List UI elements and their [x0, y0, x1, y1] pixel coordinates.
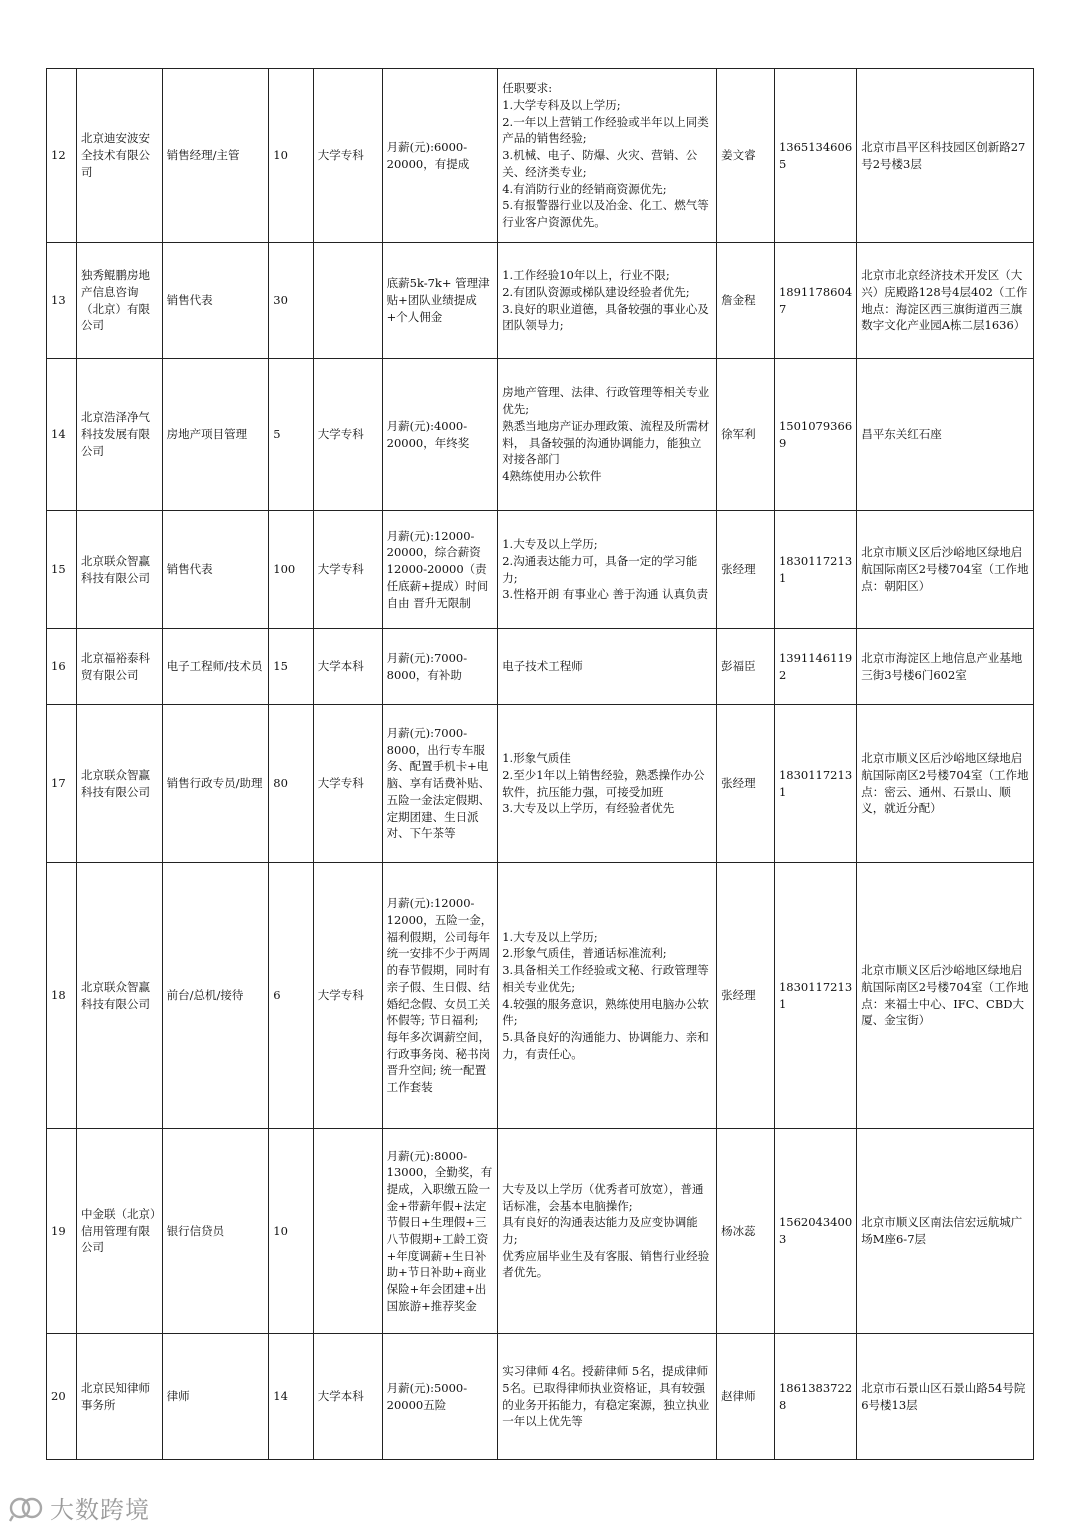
headcount: 10 — [269, 1129, 313, 1334]
education-requirement — [313, 243, 382, 359]
job-requirements — [498, 1129, 717, 1334]
company-name: 北京迪安波安全技术有限公司 — [77, 69, 163, 243]
requirement-line: 4.较强的服务意识，熟练使用电脑办公软件; — [502, 996, 709, 1028]
job-requirements — [498, 511, 717, 629]
job-requirements — [498, 1334, 717, 1460]
position-title: 银行信贷员 — [162, 1129, 269, 1334]
company-name: 北京浩泽净气科技发展有限公司 — [77, 359, 163, 511]
company-name: 中金联（北京）信用管理有限公司 — [77, 1129, 163, 1334]
headcount: 6 — [269, 863, 313, 1129]
position-title: 律师 — [162, 1334, 269, 1460]
job-requirements — [498, 243, 717, 359]
requirement-line: 4.有消防行业的经销商资源优先; — [502, 181, 667, 196]
salary: 月薪(元):12000-20000，综合薪资12000-20000（责任底薪+提成）时间自由 晋升无限制 — [382, 511, 498, 629]
job-requirements — [498, 359, 717, 511]
requirement-line: 3.具备相关工作经验或文秘、行政管理等相关专业优先; — [502, 963, 709, 994]
salary: 月薪(元):6000-20000，有提成 — [382, 69, 498, 243]
job-requirements — [498, 863, 717, 1129]
requirement-line: 1.大学专科及以上学历; — [502, 98, 621, 113]
requirement-line: 房地产管理、法律、行政管理等相关专业优先; — [502, 385, 710, 417]
company-name: 北京联众智赢科技有限公司 — [77, 705, 163, 863]
contact-person: 杨冰蕊 — [717, 1129, 775, 1334]
company-name: 北京联众智赢科技有限公司 — [77, 511, 163, 629]
company-name: 独秀鲲鹏房地产信息咨询（北京）有限公司 — [77, 243, 163, 359]
job-listings-table — [46, 68, 1034, 1460]
position-title: 前台/总机/接待 — [162, 863, 269, 1129]
position-title: 房地产项目管理 — [162, 359, 269, 511]
requirement-line: 4熟练使用办公软件 — [502, 468, 602, 483]
requirement-line: 电子技术工程师 — [502, 659, 583, 674]
row-number: 15 — [47, 511, 77, 629]
watermark — [8, 1490, 150, 1525]
requirement-line: 3.性格开朗 有事业心 善于沟通 认真负责 — [502, 587, 709, 602]
position-title: 销售代表 — [162, 511, 269, 629]
position-title: 销售经理/主管 — [162, 69, 269, 243]
work-address: 北京市顺义区后沙峪地区绿地启航国际南区2号楼704室（工作地点：密云、通州、石景山、顺义，就近分配） — [857, 705, 1034, 863]
table-row — [47, 1334, 1034, 1460]
company-name: 北京福裕泰科贸有限公司 — [77, 629, 163, 705]
phone-number: 18911786047 — [774, 243, 856, 359]
row-number: 16 — [47, 629, 77, 705]
contact-person: 张经理 — [717, 511, 775, 629]
requirement-line: 1.大专及以上学历; — [502, 929, 598, 944]
work-address: 北京市顺义区后沙峪地区绿地启航国际南区2号楼704室（工作地点：来福士中心、IFC、CBD大厦、金宝街） — [857, 863, 1034, 1129]
requirement-line: 5.具备良好的沟通能力、协调能力、亲和力，有责任心。 — [502, 1029, 709, 1061]
company-name: 北京联众智赢科技有限公司 — [77, 863, 163, 1129]
education-requirement — [313, 1129, 382, 1334]
requirement-line: 3.大专及以上学历，有经验者优先 — [502, 801, 675, 816]
contact-person: 赵律师 — [717, 1334, 775, 1460]
requirement-line: 1.形象气质佳 — [502, 751, 571, 766]
contact-person: 彭福臣 — [717, 629, 775, 705]
requirement-line: 5.有报警器行业以及冶金、化工、燃气等行业客户资源优先。 — [502, 198, 709, 229]
requirement-line: 2.有团队资源或梯队建设经验者优先; — [502, 284, 690, 299]
salary: 月薪(元):7000-8000，有补助 — [382, 629, 498, 705]
requirement-line: 熟悉当地房产证办理政策、流程及所需材料， 具备较强的沟通协调能力，能独立对接各部门 — [502, 418, 710, 467]
work-address: 昌平东关红石座 — [857, 359, 1034, 511]
job-requirements — [498, 629, 717, 705]
salary: 月薪(元):7000-8000，出行专车服务、配置手机卡+电脑、享有话费补贴、五险一金法定假期、定期团建、生日派对、下午茶等 — [382, 705, 498, 863]
position-title: 销售代表 — [162, 243, 269, 359]
table-row — [47, 359, 1034, 511]
requirement-line: 具有良好的沟通表达能力及应变协调能力; — [502, 1215, 698, 1246]
work-address: 北京市昌平区科技园区创新路27号2号楼3层 — [857, 69, 1034, 243]
contact-person: 张经理 — [717, 863, 775, 1129]
table-row — [47, 1129, 1034, 1334]
requirement-line: 优秀应届毕业生及有客服、销售行业经验者优先。 — [502, 1248, 710, 1280]
headcount: 80 — [269, 705, 313, 863]
watermark-text: 大数跨境 — [50, 1496, 150, 1524]
salary: 月薪(元):4000-20000，年终奖 — [382, 359, 498, 511]
work-address: 北京市海淀区上地信息产业基地三街3号楼6门602室 — [857, 629, 1034, 705]
headcount: 5 — [269, 359, 313, 511]
work-address: 北京市顺义区南法信宏远航城广场M座6-7层 — [857, 1129, 1034, 1334]
phone-number: 18301172131 — [774, 705, 856, 863]
headcount: 15 — [269, 629, 313, 705]
education-requirement: 大学本科 — [313, 1334, 382, 1460]
phone-number: 13911461192 — [774, 629, 856, 705]
job-requirements — [498, 705, 717, 863]
requirement-line: 1.工作经验10年以上，行业不限; — [502, 268, 670, 283]
table-row — [47, 705, 1034, 863]
work-address: 北京市顺义区后沙峪地区绿地启航国际南区2号楼704室（工作地点：朝阳区） — [857, 511, 1034, 629]
requirement-line: 2.一年以上营销工作经验或半年以上同类产品的销售经验; — [502, 114, 709, 146]
company-name: 北京民知律师事务所 — [77, 1334, 163, 1460]
table-row — [47, 629, 1034, 705]
row-number: 12 — [47, 69, 77, 243]
education-requirement: 大学专科 — [313, 69, 382, 243]
row-number: 19 — [47, 1129, 77, 1334]
requirement-line: 实习律师 4名。授薪律师 5名，提成律师 5名。已取得律师执业资格证，具有较强的业务开拓能力，有稳定案源，独立执业一年以上优先等 — [502, 1364, 710, 1429]
education-requirement: 大学本科 — [313, 629, 382, 705]
phone-number: 18301172131 — [774, 863, 856, 1129]
phone-number: 15010793669 — [774, 359, 856, 511]
salary: 月薪(元):5000-20000五险 — [382, 1334, 498, 1460]
contact-person: 姜文睿 — [717, 69, 775, 243]
headcount: 14 — [269, 1334, 313, 1460]
requirement-line: 2.形象气质佳，普通话标准流利; — [502, 946, 667, 961]
headcount: 100 — [269, 511, 313, 629]
education-requirement: 大学专科 — [313, 511, 382, 629]
table-row — [47, 69, 1034, 243]
requirement-line: 2.沟通表达能力可，具备一定的学习能力; — [502, 553, 698, 585]
contact-person: 詹金程 — [717, 243, 775, 359]
work-address: 北京市北京经济技术开发区（大兴）庑殿路128号4层402（工作地点：海淀区西三旗街道西三旗数字文化产业园A栋二层1636） — [857, 243, 1034, 359]
row-number: 14 — [47, 359, 77, 511]
contact-person: 张经理 — [717, 705, 775, 863]
brand-logo-icon — [8, 1494, 44, 1522]
education-requirement: 大学专科 — [313, 863, 382, 1129]
phone-number: 13651346065 — [774, 69, 856, 243]
table-row — [47, 863, 1034, 1129]
education-requirement: 大学专科 — [313, 705, 382, 863]
salary: 月薪(元):12000-12000，五险一金， 福利假期，公司每年统一安排不少于两周的春节假期，同时有亲子假、生日假、结婚纪念假、女员工关怀假等; 节日福利; 每年多次调薪空间，行政事务岗、秘书岗晋升空间; 统一配置工作套装 — [382, 863, 498, 1129]
requirement-line: 任职要求: — [502, 81, 553, 96]
education-requirement: 大学专科 — [313, 359, 382, 511]
requirement-line: 大专及以上学历（优秀者可放宽），普通话标准，会基本电脑操作; — [502, 1181, 704, 1213]
requirement-line: 3.机械、电子、防爆、火灾、营销、公关、经济类专业; — [502, 148, 698, 179]
position-title: 销售行政专员/助理 — [162, 705, 269, 863]
work-address: 北京市石景山区石景山路54号院6号楼13层 — [857, 1334, 1034, 1460]
row-number: 18 — [47, 863, 77, 1129]
row-number: 17 — [47, 705, 77, 863]
table-row — [47, 243, 1034, 359]
job-requirements — [498, 69, 717, 243]
phone-number: 18301172131 — [774, 511, 856, 629]
phone-number: 18613837228 — [774, 1334, 856, 1460]
requirement-line: 1.大专及以上学历; — [502, 537, 598, 552]
salary: 底薪5k-7k+ 管理津贴+团队业绩提成+个人佣金 — [382, 243, 498, 359]
requirement-line: 3.良好的职业道德，具备较强的事业心及团队领导力; — [502, 301, 709, 333]
requirement-line: 2.至少1年以上销售经验，熟悉操作办公软件，抗压能力强，可接受加班 — [502, 767, 705, 799]
contact-person: 徐军利 — [717, 359, 775, 511]
headcount: 30 — [269, 243, 313, 359]
headcount: 10 — [269, 69, 313, 243]
salary: 月薪(元):8000-13000，全勤奖，有提成，入职缴五险一金+带薪年假+法定节假日+生理假+三八节假期+工龄工资+年度调薪+生日补助+节日补助+商业保险+年会团建+出国旅游+推荐奖金 — [382, 1129, 498, 1334]
row-number: 13 — [47, 243, 77, 359]
position-title: 电子工程师/技术员 — [162, 629, 269, 705]
phone-number: 15620434003 — [774, 1129, 856, 1334]
row-number: 20 — [47, 1334, 77, 1460]
table-row — [47, 511, 1034, 629]
